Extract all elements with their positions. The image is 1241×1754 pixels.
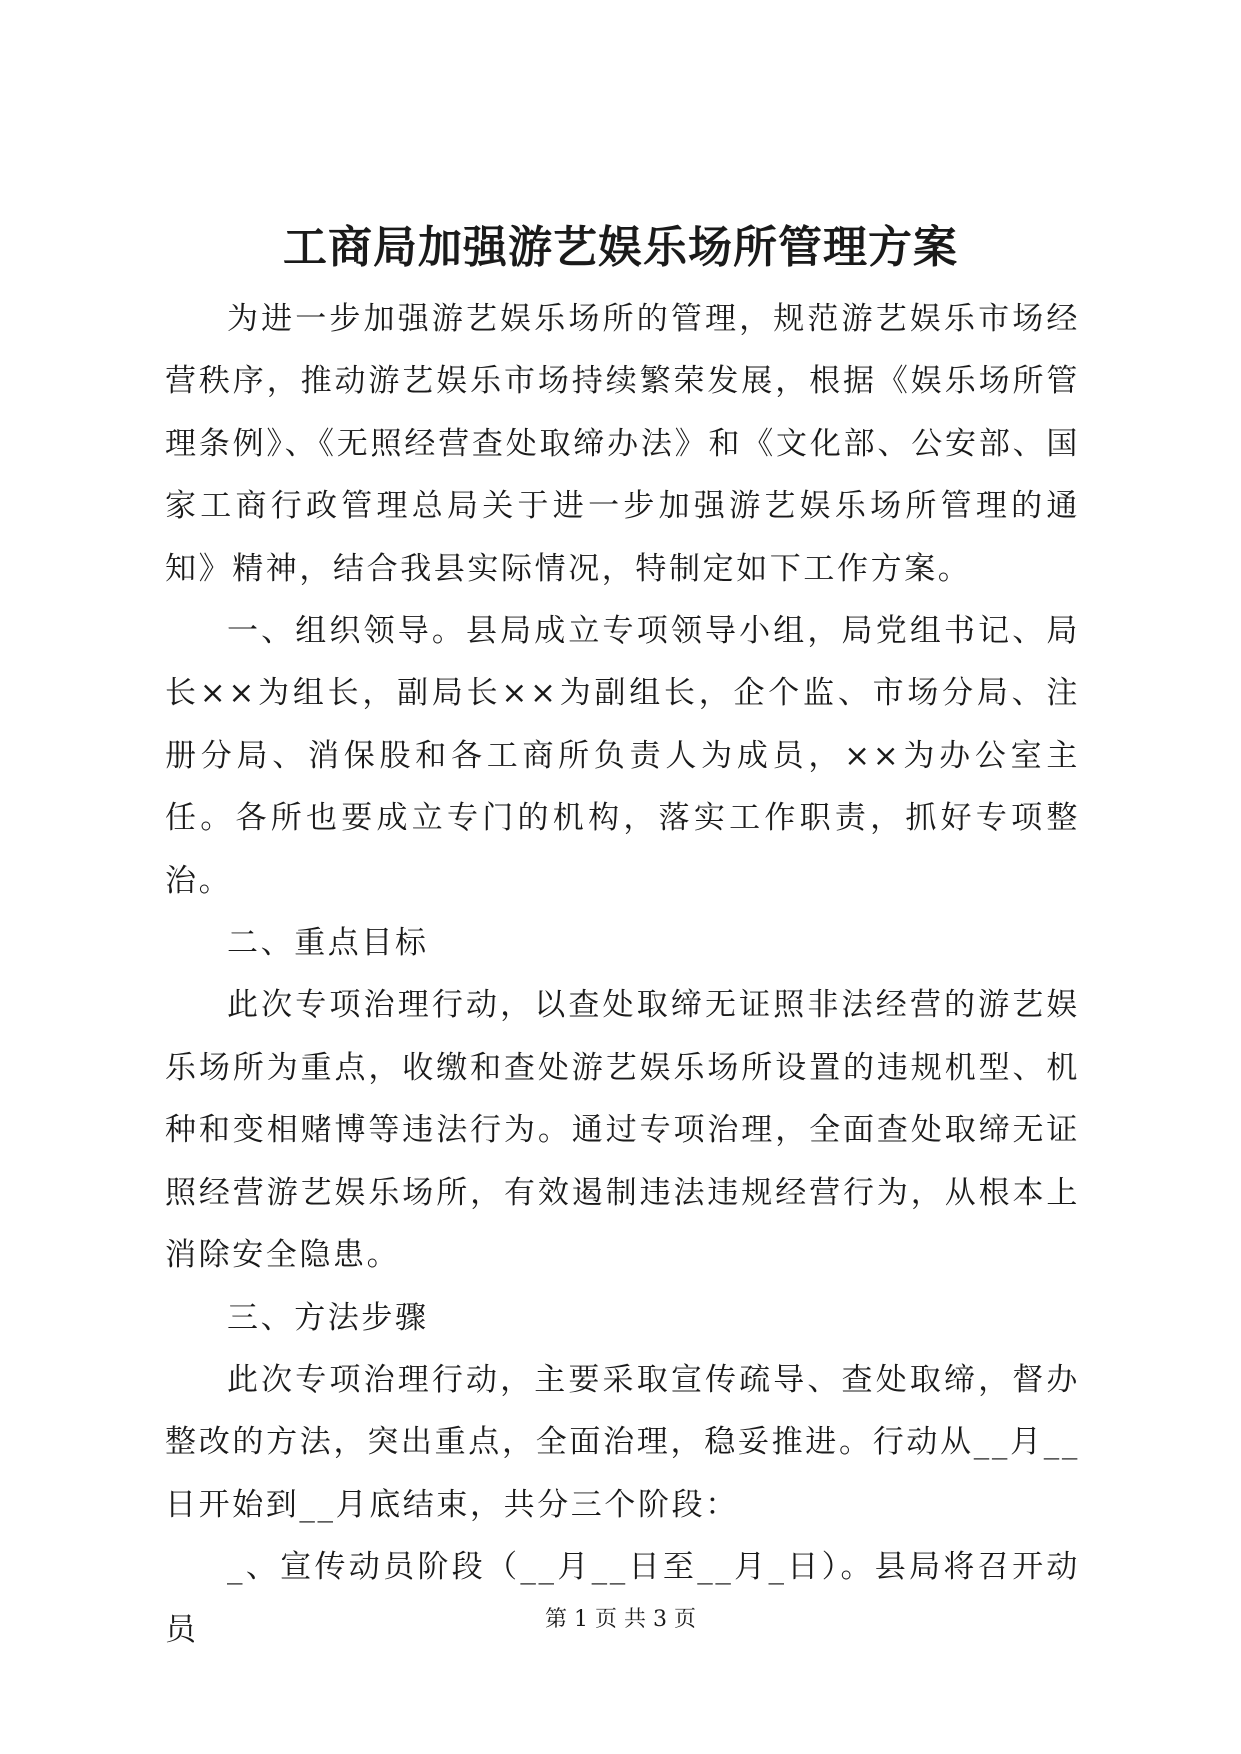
- section-heading-methods-steps: 三、方法步骤: [227, 1299, 429, 1336]
- document-body: [165, 288, 1080, 1661]
- intro-paragraph: 为进一步加强游艺娱乐场所的管理，规范游艺娱乐市场经营秩序，推动游艺娱乐市场持续繁荣发展，根据《娱乐场所管理条例》、《无照经营查处取缔办法》和《文化部、公安部、国家工商行政管理总局关于进一步加强游艺娱乐场所管理的通知》精神，结合我县实际情况，特制定如下工作方案。: [165, 301, 1080, 587]
- section-organization-paragraph: 一、组织领导。县局成立专项领导小组，局党组书记、局长××为组长，副局长××为副组长，企个监、市场分局、注册分局、消保股和各工商所负责人为成员，××为办公室主任。各所也要成立专门的机构，落实工作职责，抓好专项整治。: [165, 613, 1080, 899]
- key-targets-paragraph: 此次专项治理行动，以查处取缔无证照非法经营的游艺娱乐场所为重点，收缴和查处游艺娱乐场所设置的违规机型、机种和变相赌博等违法行为。通过专项治理，全面查处取缔无证照经营游艺娱乐场所，有效遏制违法违规经营行为，从根本上消除安全隐患。: [165, 987, 1080, 1274]
- page-number-footer: 第 1 页 共 3 页: [545, 1607, 696, 1632]
- document-title: 工商局加强游艺娱乐场所管理方案: [283, 222, 958, 273]
- stage-one-paragraph: _、宣传动员阶段（__月__日至__月_日）。县局将召开动员: [165, 1549, 1080, 1648]
- methods-steps-paragraph: 此次专项治理行动，主要采取宣传疏导、查处取缔，督办整改的方法，突出重点，全面治理，稳妥推进。行动从__月__日开始到__月底结束，共分三个阶段：: [165, 1361, 1080, 1523]
- section-heading-key-targets: 二、重点目标: [227, 925, 429, 962]
